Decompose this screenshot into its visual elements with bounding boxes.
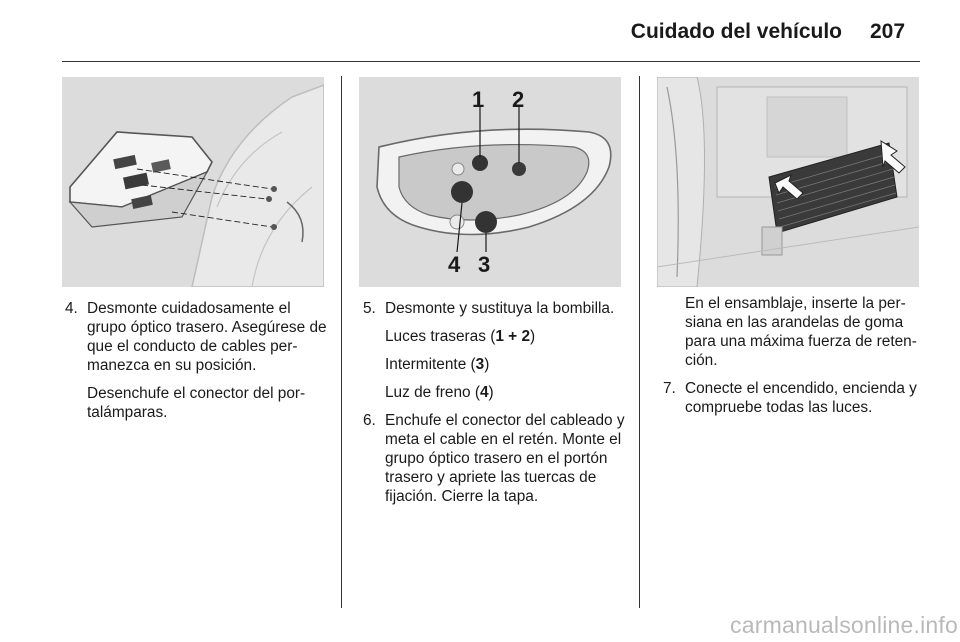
tail-lights-suffix: )	[530, 328, 536, 345]
step-6-number: 6.	[363, 412, 376, 429]
watermark: carmanualsonline.info	[730, 612, 958, 638]
column-divider-1	[341, 76, 342, 608]
step-6-text: Enchufe el conector del cableado y meta el cable en el retén. Monte el grupo óptico trasero en el portón trasero y apriete las tuercas de fijación. Cierre la tapa.	[385, 412, 625, 505]
indicator-ref: 3	[475, 356, 485, 373]
column-3-text	[663, 294, 928, 417]
tail-lights-ref: 1 + 2	[495, 328, 531, 345]
step-4-text: Desmonte cuidadosamente el grupo óptico trasero. Asegúrese de que el conducto de cables permanezca en su posición.	[87, 300, 327, 374]
step-7-text: Conecte el encendido, encienda y compruebe todas las luces.	[685, 380, 917, 416]
bulb-positions-illustration	[359, 77, 621, 287]
step-4-subtext: Desenchufe el conector del portalámparas.	[87, 385, 306, 421]
step-5-number: 5.	[363, 300, 376, 317]
column-divider-2	[639, 76, 640, 608]
callout-3: 3	[478, 252, 491, 277]
callout-4: 4	[448, 252, 461, 277]
trim-panel-insertion-illustration	[657, 77, 919, 287]
brake-light-prefix: Luz de freno (	[385, 384, 480, 401]
step-5	[363, 299, 628, 318]
indicator-line	[363, 355, 628, 374]
header-rule	[62, 61, 920, 62]
callout-2: 2	[512, 87, 525, 112]
tail-lights-line	[363, 327, 628, 346]
indicator-prefix: Intermitente (	[385, 356, 476, 373]
column-2-text	[363, 299, 628, 506]
step-4-number: 4.	[65, 300, 78, 317]
tail-lights-prefix: Luces traseras (	[385, 328, 496, 345]
step-4	[65, 299, 330, 375]
figure-tail-lamp-removal	[62, 77, 324, 287]
callout-1: 1	[472, 87, 485, 112]
step-7	[663, 379, 928, 417]
column-1-text	[65, 299, 330, 422]
assembly-note: En el ensamblaje, inserte la persiana en las arandelas de goma para una máxima fuerza de retención.	[685, 295, 917, 369]
figure-trim-panel-insertion	[657, 77, 919, 287]
step-5-text: Desmonte y sustituya la bombilla.	[385, 300, 615, 317]
brake-light-ref: 4	[479, 384, 489, 401]
brake-light-line	[363, 383, 628, 402]
step-7-number: 7.	[663, 380, 676, 397]
section-title: Cuidado del vehículo	[630, 20, 842, 43]
figure-bulb-positions	[359, 77, 621, 287]
brake-light-suffix: )	[488, 384, 494, 401]
tail-lamp-removal-illustration	[62, 77, 324, 287]
step-6	[363, 411, 628, 506]
indicator-suffix: )	[484, 356, 490, 373]
page-number: 207	[870, 20, 906, 43]
